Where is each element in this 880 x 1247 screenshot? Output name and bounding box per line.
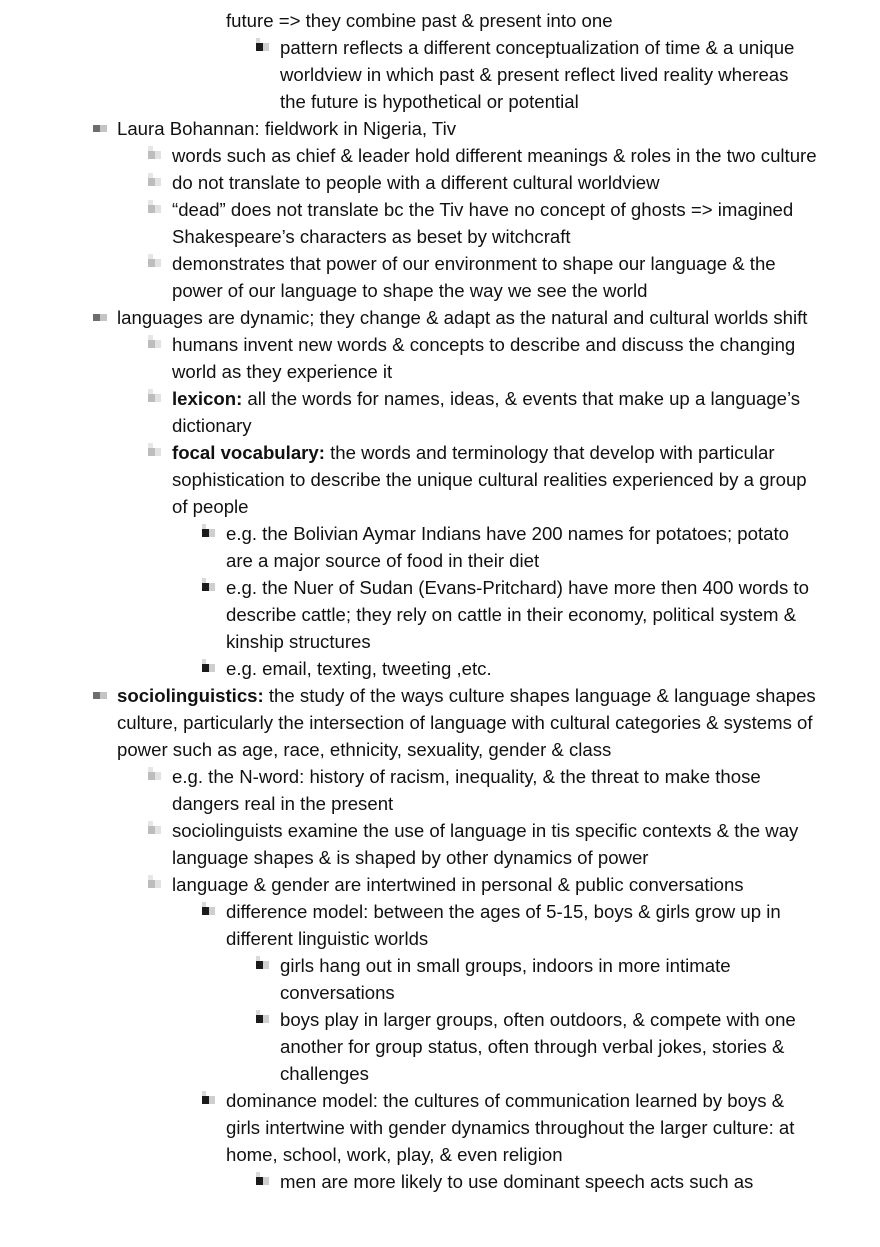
square-bullet-icon	[202, 663, 218, 675]
item-body-text: “dead” does not translate bc the Tiv have no concept of ghosts => imagined Shakespeare’s characters as beset by witchcraft	[172, 199, 794, 247]
item-body-text: girls hang out in small groups, indoors in more intimate conversations	[280, 955, 731, 1003]
outline-item-text	[172, 334, 795, 382]
square-bullet-icon	[148, 339, 164, 351]
outline-item	[0, 1087, 880, 1168]
square-bullet-icon	[148, 393, 164, 405]
outline-document	[0, 7, 880, 1195]
square-bullet-icon	[148, 150, 164, 162]
outline-item	[0, 763, 880, 817]
square-bullet-icon	[256, 42, 272, 54]
item-body-text: men are more likely to use dominant speech acts such as	[280, 1171, 754, 1192]
item-body-text: words such as chief & leader hold different meanings & roles in the two culture	[172, 145, 817, 166]
outline-item-text	[172, 874, 744, 895]
item-body-text: the words and terminology that develop with particular sophistication to describe the unique cultural realities experienced by a group of people	[172, 442, 807, 517]
outline-item	[0, 952, 880, 1006]
outline-item-text	[226, 901, 781, 949]
outline-item	[0, 7, 880, 34]
item-body-text: the study of the ways culture shapes language & language shapes culture, particularly the intersection of language with cultural categories & systems of power such as age, race, ethnicity, sexuality, gender & class	[117, 685, 816, 760]
outline-item-text	[172, 199, 793, 247]
item-body-text: demonstrates that power of our environment to shape our language & the power of our language to shape the way we see the world	[172, 253, 776, 301]
square-bullet-icon	[202, 906, 218, 918]
term-label: sociolinguistics:	[117, 685, 264, 706]
square-bullet-icon	[93, 312, 109, 324]
outline-item-text	[172, 442, 807, 517]
item-body-text: e.g. the Nuer of Sudan (Evans-Pritchard) have more then 400 words to describe cattle; they rely on cattle in their economy, political system & kinship structures	[226, 577, 809, 652]
outline-item-text	[280, 1009, 796, 1084]
square-bullet-icon	[148, 258, 164, 270]
outline-item-text	[280, 1171, 753, 1192]
item-body-text: sociolinguists examine the use of language in tis specific contexts & the way language shapes & is shaped by other dynamics of power	[172, 820, 799, 868]
outline-item	[0, 385, 880, 439]
square-bullet-icon	[148, 447, 164, 459]
outline-item	[0, 817, 880, 871]
outline-item	[0, 871, 880, 898]
item-body-text: all the words for names, ideas, & events that make up a language’s dictionary	[172, 388, 801, 436]
outline-item-text	[172, 820, 798, 868]
square-bullet-icon	[148, 204, 164, 216]
outline-item-text	[172, 145, 817, 166]
item-body-text: boys play in larger groups, often outdoors, & compete with one another for group status, often through verbal jokes, stories & challenges	[280, 1009, 796, 1084]
outline-item-text	[226, 658, 492, 679]
outline-item-text	[280, 955, 731, 1003]
outline-item-text	[172, 253, 776, 301]
square-bullet-icon	[202, 528, 218, 540]
outline-item-text	[172, 766, 761, 814]
item-body-text: languages are dynamic; they change & adapt as the natural and cultural worlds shift	[117, 307, 808, 328]
outline-item	[0, 304, 880, 331]
item-body-text: humans invent new words & concepts to describe and discuss the changing world as they experience it	[172, 334, 796, 382]
square-bullet-icon	[256, 1176, 272, 1188]
square-bullet-icon	[148, 879, 164, 891]
square-bullet-icon	[93, 123, 109, 135]
square-bullet-icon	[93, 690, 109, 702]
item-body-text: do not translate to people with a different cultural worldview	[172, 172, 660, 193]
outline-item-text	[226, 1090, 794, 1165]
outline-item	[0, 250, 880, 304]
item-body-text: Laura Bohannan: fieldwork in Nigeria, Tiv	[117, 118, 457, 139]
term-label: lexicon:	[172, 388, 243, 409]
item-body-text: e.g. the Bolivian Aymar Indians have 200 names for potatoes; potato are a major source of food in their diet	[226, 523, 789, 571]
outline-item	[0, 115, 880, 142]
outline-item	[0, 142, 880, 169]
square-bullet-icon	[202, 582, 218, 594]
outline-item	[0, 1168, 880, 1195]
square-bullet-icon	[202, 1095, 218, 1107]
item-body-text: language & gender are intertwined in personal & public conversations	[172, 874, 744, 895]
item-body-text: future => they combine past & present into one	[226, 10, 613, 31]
outline-item	[0, 520, 880, 574]
outline-item-text	[117, 118, 456, 139]
outline-item-text	[226, 577, 809, 652]
outline-item	[0, 1006, 880, 1087]
outline-item	[0, 196, 880, 250]
outline-item	[0, 439, 880, 520]
item-body-text: pattern reflects a different conceptualization of time & a unique worldview in which past & present reflect lived reality whereas the future is hypothetical or potential	[280, 37, 795, 112]
item-body-text: dominance model: the cultures of communication learned by boys & girls intertwine with gender dynamics throughout the larger culture: at home, school, work, play, & even religion	[226, 1090, 795, 1165]
outline-item	[0, 682, 880, 763]
outline-item	[0, 574, 880, 655]
term-label: focal vocabulary:	[172, 442, 325, 463]
square-bullet-icon	[148, 771, 164, 783]
outline-item-text	[117, 307, 807, 328]
outline-item	[0, 898, 880, 952]
outline-item-text	[226, 10, 613, 31]
outline-item-text	[117, 685, 816, 760]
square-bullet-icon	[148, 825, 164, 837]
outline-item-text	[172, 172, 660, 193]
item-body-text: e.g. email, texting, tweeting ,etc.	[226, 658, 492, 679]
item-body-text: e.g. the N-word: history of racism, inequality, & the threat to make those dangers real in the present	[172, 766, 761, 814]
outline-item	[0, 655, 880, 682]
outline-item-text	[226, 523, 789, 571]
item-body-text: difference model: between the ages of 5-15, boys & girls grow up in different linguistic worlds	[226, 901, 781, 949]
square-bullet-icon	[256, 960, 272, 972]
outline-item-text	[280, 37, 794, 112]
square-bullet-icon	[148, 177, 164, 189]
outline-item	[0, 169, 880, 196]
outline-item	[0, 34, 880, 115]
outline-item-text	[172, 388, 800, 436]
outline-item	[0, 331, 880, 385]
square-bullet-icon	[256, 1014, 272, 1026]
